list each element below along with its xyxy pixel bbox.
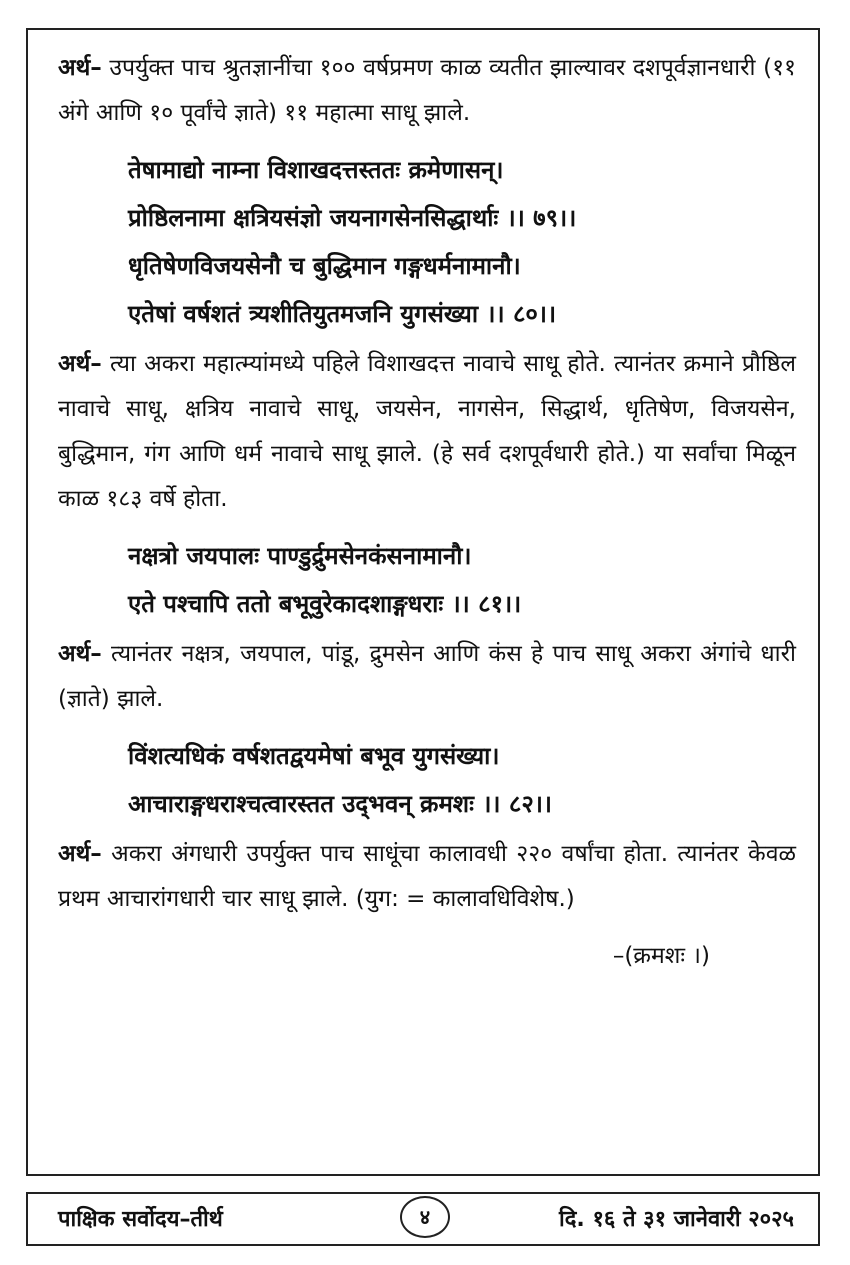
- verse-line: नक्षत्रो जयपालः पाण्डुर्द्रुमसेनकंसनामानौ।: [128, 542, 472, 570]
- verse-block-79-80: [58, 146, 796, 338]
- meaning-paragraph-1: [58, 46, 796, 136]
- meaning-paragraph-4: [58, 832, 796, 922]
- page-number: ४: [400, 1196, 450, 1238]
- meaning-paragraph-2: [58, 342, 796, 522]
- meaning-label: अर्थ–: [58, 841, 102, 867]
- meaning-text: त्या अकरा महात्म्यांमध्ये पहिले विशाखदत्त नावाचे साधू होते. त्यानंतर क्रमाने प्रौष्ठिल नावाचे साधू, क्षत्रिय नावाचे साधू, जयसेन, नागसेन, सिद्धार्थ, धृतिषेण, विजयसेन, बुद्धिमान, गंग आणि धर्म नावाचे साधू झाले. (हे सर्व दशपूर्वधारी होते.) या सर्वांचा मिळून काळ १८३ वर्षे होता.: [58, 351, 796, 512]
- verse-block-82: [58, 732, 796, 828]
- meaning-label: अर्थ–: [58, 351, 102, 377]
- verse-line: आचाराङ्गधराश्चत्वारस्तत उद्‌भवन् क्रमशः ।। ८२।।: [128, 790, 553, 818]
- meaning-label: अर्थ–: [58, 641, 102, 667]
- meaning-label: अर्थ–: [58, 55, 102, 81]
- verse-line: धृतिषेणविजयसेनौ च बुद्धिमान गङ्गधर्मनामानौ।: [128, 252, 521, 280]
- meaning-paragraph-3: [58, 632, 796, 722]
- verse-block-81: [58, 532, 796, 628]
- verse-line: तेषामाद्यो नाम्ना विशाखदत्तस्ततः क्रमेणासन्।: [128, 156, 504, 184]
- issue-date: दि. १६ ते ३१ जानेवारी २०२५: [559, 1207, 794, 1232]
- meaning-text: उपर्युक्त पाच श्रुतज्ञानींचा १०० वर्षप्रमण काळ व्यतीत झाल्यावर दशपूर्वज्ञानधारी (११ अंगे आणि १० पूर्वांचे ज्ञाते) ११ महात्मा साधू झाले.: [58, 55, 796, 126]
- meaning-text: त्यानंतर नक्षत्र, जयपाल, पांडू, द्रुमसेन आणि कंस हे पाच साधू अकरा अंगांचे धारी (ज्ञाते) झाले.: [58, 641, 796, 712]
- page-content: [58, 46, 796, 979]
- verse-line: प्रोष्ठिलनामा क्षत्रियसंज्ञो जयनागसेनसिद्धार्थाः ।। ७९।।: [128, 204, 577, 232]
- footer: [26, 1192, 820, 1246]
- continued-note: –(क्रमशः ।): [612, 943, 710, 969]
- meaning-text: अकरा अंगधारी उपर्युक्त पाच साधूंचा कालावधी २२० वर्षांचा होता. त्यानंतर केवळ प्रथम आचारांगधारी चार साधू झाले. (युग: = कालावधिविशेष.): [58, 841, 796, 912]
- verse-line: एतेषां वर्षशतं त्र्यशीतियुतमजनि युगसंख्या ।। ८०।।: [128, 300, 557, 328]
- verse-line: विंशत्यधिकं वर्षशतद्वयमेषां बभूव युगसंख्या।: [128, 742, 500, 770]
- verse-line: एते पश्चापि ततो बभूवुरेकादशाङ्गधराः ।। ८१।।: [128, 590, 522, 618]
- publication-name: पाक्षिक सर्वोदय–तीर्थ: [58, 1207, 223, 1232]
